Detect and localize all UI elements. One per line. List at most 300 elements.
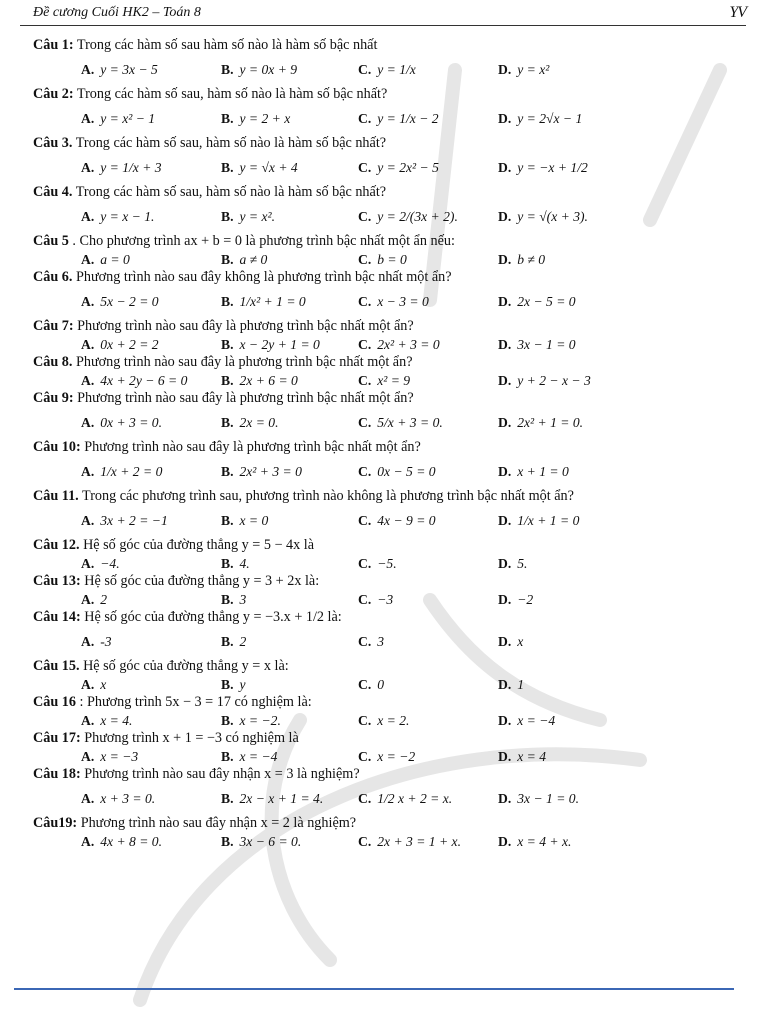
answer-options	[33, 104, 733, 134]
question-text	[33, 536, 733, 555]
option-expression: −4.	[100, 555, 120, 571]
question-19	[33, 814, 733, 850]
answer-option-d[interactable]	[498, 713, 555, 729]
header-divider	[20, 25, 746, 26]
option-letter: A.	[81, 791, 95, 806]
option-letter: C.	[358, 415, 372, 430]
answer-options	[33, 506, 733, 536]
answer-option-b[interactable]	[221, 713, 281, 729]
option-expression: 3x − 1 = 0.	[517, 791, 579, 806]
option-letter: C.	[358, 464, 372, 479]
option-letter: B.	[221, 555, 234, 571]
option-expression: 2x − x + 1 = 4.	[239, 791, 324, 806]
question-prompt: Hệ số góc của đường thẳng y = 3 + 2x là:	[84, 573, 320, 589]
question-prompt: Trong các phương trình sau, phương trình nào không là phương trình bậc nhất một ẩn?	[82, 488, 574, 504]
answer-option-d[interactable]	[498, 415, 583, 431]
question-6	[33, 268, 733, 317]
answer-options	[33, 336, 733, 353]
question-prompt: Hệ số góc của đường thẳng y = 5 − 4x là	[83, 537, 315, 553]
answer-option-a[interactable]	[81, 556, 120, 572]
question-text	[33, 232, 733, 251]
option-letter: A.	[81, 634, 95, 649]
answer-option-c[interactable]	[358, 749, 415, 765]
option-expression: 2x + 6 = 0	[239, 372, 298, 388]
option-expression: 2x = 0.	[239, 415, 279, 430]
answer-options	[33, 457, 733, 487]
option-letter: D.	[498, 712, 512, 728]
question-text	[33, 317, 733, 336]
option-expression: 5.	[517, 555, 528, 571]
option-expression: 3	[239, 591, 247, 607]
answer-option-a[interactable]	[81, 834, 162, 850]
answer-option-c[interactable]	[358, 337, 440, 353]
answer-option-c[interactable]	[358, 209, 458, 225]
option-letter: D.	[498, 111, 512, 126]
answer-option-c[interactable]	[358, 62, 416, 78]
option-letter: D.	[498, 160, 512, 175]
option-expression: 4x − 9 = 0	[377, 513, 436, 528]
option-expression: y = 0x + 9	[239, 62, 298, 77]
question-18	[33, 765, 733, 814]
question-prompt: Hệ số góc của đường thẳng y = x là:	[83, 658, 289, 674]
option-letter: D.	[498, 294, 512, 309]
answer-option-b[interactable]	[221, 62, 297, 78]
answer-option-b[interactable]	[221, 834, 301, 850]
answer-options	[33, 287, 733, 317]
answer-option-d[interactable]	[498, 749, 546, 765]
question-prompt: Trong các hàm số sau, hàm số nào là hàm số bậc nhất?	[75, 135, 387, 151]
answer-option-a[interactable]	[81, 791, 155, 807]
option-letter: D.	[498, 464, 512, 479]
option-letter: C.	[358, 591, 372, 607]
option-expression: a = 0	[100, 251, 130, 267]
answer-option-b[interactable]	[221, 209, 275, 225]
option-expression: 1/x + 2 = 0	[100, 464, 163, 479]
question-label: Câu 14:	[33, 609, 81, 625]
option-letter: C.	[358, 336, 372, 352]
option-expression: 2x + 3 = 1 + x.	[377, 833, 461, 849]
question-label: Câu 4.	[33, 184, 73, 200]
option-expression: 5/x + 3 = 0.	[377, 415, 443, 430]
option-expression: 2	[100, 591, 108, 607]
option-expression: y = x − 1.	[100, 209, 155, 224]
option-letter: A.	[81, 591, 95, 607]
answer-option-d[interactable]	[498, 464, 569, 480]
question-prompt: Phương trình x + 1 = −3 có nghiệm là	[84, 730, 299, 746]
answer-option-d[interactable]	[498, 556, 527, 572]
answer-option-a[interactable]	[81, 252, 130, 268]
option-expression: 2x² + 3 = 0	[377, 336, 440, 352]
option-letter: C.	[358, 111, 372, 126]
option-letter: D.	[498, 555, 512, 571]
option-expression: y = 2 + x	[239, 111, 291, 126]
option-letter: C.	[358, 791, 372, 806]
question-label: Câu 8.	[33, 354, 73, 370]
question-prompt: Trong các hàm số sau, hàm số nào là hàm số bậc nhất?	[76, 86, 388, 102]
question-prompt: Trong các hàm số sau hàm số nào là hàm số bậc nhất	[76, 37, 378, 53]
question-text	[33, 487, 733, 506]
option-letter: C.	[358, 294, 372, 309]
option-letter: A.	[81, 372, 95, 388]
option-letter: B.	[221, 513, 234, 528]
question-4	[33, 183, 733, 232]
option-letter: D.	[498, 372, 512, 388]
answer-option-b[interactable]	[221, 464, 302, 480]
answer-option-d[interactable]	[498, 209, 588, 225]
option-letter: D.	[498, 62, 512, 77]
option-letter: B.	[221, 634, 234, 649]
question-label: Câu 7:	[33, 318, 74, 334]
answer-option-d[interactable]	[498, 634, 523, 650]
option-expression: x = 4.	[100, 712, 133, 728]
question-text	[33, 389, 733, 408]
answer-option-c[interactable]	[358, 713, 409, 729]
question-text	[33, 36, 733, 55]
option-expression: x = −2	[377, 748, 416, 764]
option-expression: x = 4	[517, 748, 547, 764]
answer-options	[33, 153, 733, 183]
answer-option-b[interactable]	[221, 294, 306, 310]
question-prompt: Hệ số góc của đường thẳng y = −3.x + 1/2 là:	[84, 609, 342, 625]
option-expression: 3x − 1 = 0	[517, 336, 576, 352]
answer-option-a[interactable]	[81, 415, 162, 431]
question-label: Câu 12.	[33, 537, 80, 553]
question-prompt: : Phương trình 5x − 3 = 17 có nghiệm là:	[79, 694, 312, 710]
option-expression: 1/2 x + 2 = x.	[377, 791, 453, 806]
question-label: Câu 9:	[33, 390, 74, 406]
option-expression: y + 2 − x − 3	[517, 372, 591, 388]
option-expression: −5.	[377, 555, 397, 571]
answer-option-a[interactable]	[81, 209, 154, 225]
option-letter: C.	[358, 748, 372, 764]
answer-option-a[interactable]	[81, 62, 158, 78]
question-label: Câu 17:	[33, 730, 81, 746]
answer-option-c[interactable]	[358, 634, 384, 650]
question-text	[33, 438, 733, 457]
answer-option-b[interactable]	[221, 160, 298, 176]
answer-option-c[interactable]	[358, 513, 436, 529]
answer-option-a[interactable]	[81, 464, 162, 480]
option-letter: A.	[81, 513, 95, 528]
question-label: Câu 1:	[33, 37, 74, 53]
option-letter: B.	[221, 676, 234, 692]
option-letter: A.	[81, 160, 95, 175]
option-letter: C.	[358, 712, 372, 728]
option-letter: C.	[358, 634, 372, 649]
answer-option-c[interactable]	[358, 791, 452, 807]
option-letter: A.	[81, 415, 95, 430]
question-3	[33, 134, 733, 183]
option-letter: B.	[221, 415, 234, 430]
answer-option-b[interactable]	[221, 513, 268, 529]
option-expression: y = √x + 4	[239, 160, 298, 175]
answer-option-c[interactable]	[358, 464, 436, 480]
question-label: Câu 5	[33, 233, 69, 249]
answer-option-a[interactable]	[81, 677, 106, 693]
option-letter: D.	[498, 415, 512, 430]
option-expression: 1	[517, 676, 525, 692]
answer-option-b[interactable]	[221, 252, 267, 268]
question-15	[33, 657, 733, 693]
answer-option-c[interactable]	[358, 111, 439, 127]
option-expression: x	[517, 634, 524, 649]
question-7	[33, 317, 733, 353]
question-prompt: Phương trình nào sau đây nhận x = 3 là nghiệm?	[84, 766, 360, 782]
question-text	[33, 572, 733, 591]
option-expression: 1/x + 1 = 0	[517, 513, 580, 528]
question-label: Câu 3.	[33, 135, 73, 151]
option-expression: 0x + 3 = 0.	[100, 415, 162, 430]
option-expression: x = −2.	[239, 712, 281, 728]
question-1	[33, 36, 733, 85]
option-letter: A.	[81, 336, 95, 352]
answer-option-b[interactable]	[221, 415, 278, 431]
option-expression: y = 3x − 5	[100, 62, 158, 77]
option-letter: A.	[81, 464, 95, 479]
answer-option-b[interactable]	[221, 556, 250, 572]
option-letter: A.	[81, 111, 95, 126]
option-expression: 4x + 2y − 6 = 0	[100, 372, 188, 388]
answer-options	[33, 408, 733, 438]
question-text	[33, 765, 733, 784]
option-expression: y = 2√x − 1	[517, 111, 583, 126]
question-5	[33, 232, 733, 268]
option-letter: B.	[221, 833, 234, 849]
answer-options	[33, 676, 733, 693]
answer-option-b[interactable]	[221, 677, 246, 693]
option-expression: y = 2/(3x + 2).	[377, 209, 458, 224]
option-letter: B.	[221, 294, 234, 309]
answer-option-d[interactable]	[498, 294, 576, 310]
answer-option-d[interactable]	[498, 834, 571, 850]
answer-option-a[interactable]	[81, 160, 162, 176]
option-letter: D.	[498, 748, 512, 764]
question-10	[33, 438, 733, 487]
option-expression: y = 1/x − 2	[377, 111, 439, 126]
answer-option-b[interactable]	[221, 111, 290, 127]
question-prompt: Trong các hàm số sau, hàm số nào là hàm số bậc nhất?	[75, 184, 387, 200]
answer-option-c[interactable]	[358, 834, 461, 850]
option-expression: b ≠ 0	[517, 251, 546, 267]
answer-options	[33, 555, 733, 572]
option-letter: A.	[81, 62, 95, 77]
answer-options	[33, 202, 733, 232]
answer-option-d[interactable]	[498, 160, 588, 176]
option-letter: D.	[498, 336, 512, 352]
answer-option-d[interactable]	[498, 373, 591, 389]
answer-option-d[interactable]	[498, 111, 582, 127]
option-letter: A.	[81, 209, 95, 224]
question-prompt: . Cho phương trình ax + b = 0 là phương trình bậc nhất một ẩn nếu:	[72, 233, 455, 249]
question-label: Câu 10:	[33, 439, 81, 455]
question-prompt: Phương trình nào sau đây là phương trình bậc nhất một ẩn?	[75, 354, 413, 370]
answer-option-a[interactable]	[81, 111, 155, 127]
option-letter: C.	[358, 160, 372, 175]
option-letter: B.	[221, 209, 234, 224]
answer-options	[33, 627, 733, 657]
option-expression: x = 0	[239, 513, 269, 528]
question-17	[33, 729, 733, 765]
answer-option-b[interactable]	[221, 337, 320, 353]
question-text	[33, 693, 733, 712]
option-expression: x = −4	[517, 712, 556, 728]
option-letter: B.	[221, 111, 234, 126]
answer-option-c[interactable]	[358, 160, 439, 176]
option-letter: B.	[221, 160, 234, 175]
answer-option-a[interactable]	[81, 713, 132, 729]
answer-option-c[interactable]	[358, 415, 443, 431]
question-11	[33, 487, 733, 536]
question-8	[33, 353, 733, 389]
option-letter: C.	[358, 513, 372, 528]
option-expression: y	[239, 676, 246, 692]
option-expression: y = 1/x + 3	[100, 160, 162, 175]
question-label: Câu 16	[33, 694, 76, 710]
option-expression: 1/x² + 1 = 0	[239, 294, 306, 309]
answer-option-c[interactable]	[358, 373, 410, 389]
question-label: Câu 2:	[33, 86, 74, 102]
answer-option-d[interactable]	[498, 677, 524, 693]
question-2	[33, 85, 733, 134]
option-expression: 0	[377, 676, 385, 692]
option-letter: B.	[221, 372, 234, 388]
option-expression: x = 2.	[377, 712, 410, 728]
footer-divider	[14, 988, 734, 990]
answer-option-d[interactable]	[498, 592, 533, 608]
option-expression: x = 4 + x.	[517, 833, 572, 849]
answer-option-a[interactable]	[81, 337, 159, 353]
option-expression: x = −3	[100, 748, 139, 764]
option-letter: D.	[498, 634, 512, 649]
option-letter: C.	[358, 209, 372, 224]
option-expression: −2	[517, 591, 534, 607]
question-13	[33, 572, 733, 608]
answer-option-a[interactable]	[81, 513, 168, 529]
option-expression: x = −4	[239, 748, 278, 764]
answer-options	[33, 833, 733, 850]
option-letter: A.	[81, 712, 95, 728]
answer-options	[33, 712, 733, 729]
option-expression: -3	[100, 634, 112, 649]
answer-option-d[interactable]	[498, 252, 545, 268]
answer-options	[33, 748, 733, 765]
answer-option-d[interactable]	[498, 62, 549, 78]
question-prompt: Phương trình nào sau đây là phương trình bậc nhất một ẩn?	[77, 318, 414, 334]
page-header	[20, 3, 746, 25]
question-prompt: Phương trình nào sau đây nhận x = 2 là nghiệm?	[80, 815, 357, 831]
answer-option-c[interactable]	[358, 677, 384, 693]
answer-option-a[interactable]	[81, 592, 107, 608]
question-label: Câu 18:	[33, 766, 81, 782]
option-expression: −3	[377, 591, 394, 607]
question-label: Câu 13:	[33, 573, 81, 589]
option-letter: B.	[221, 591, 234, 607]
option-expression: 0x + 2 = 2	[100, 336, 159, 352]
option-expression: x	[100, 676, 107, 692]
question-text	[33, 268, 733, 287]
option-expression: x − 2y + 1 = 0	[239, 336, 320, 352]
answer-option-b[interactable]	[221, 373, 298, 389]
question-text	[33, 183, 733, 202]
option-expression: 3	[377, 634, 385, 649]
question-label: Câu 6.	[33, 269, 73, 285]
option-expression: 5x − 2 = 0	[100, 294, 159, 309]
option-letter: B.	[221, 336, 234, 352]
option-letter: A.	[81, 676, 95, 692]
question-list	[33, 36, 733, 850]
question-16	[33, 693, 733, 729]
option-letter: B.	[221, 464, 234, 479]
option-letter: A.	[81, 555, 95, 571]
option-letter: D.	[498, 833, 512, 849]
question-14	[33, 608, 733, 657]
option-expression: 2x² + 3 = 0	[239, 464, 302, 479]
answer-option-a[interactable]	[81, 749, 138, 765]
question-label: Câu 11.	[33, 488, 79, 504]
option-expression: y = −x + 1/2	[517, 160, 588, 175]
answer-option-a[interactable]	[81, 373, 187, 389]
option-expression: 2	[239, 634, 247, 649]
option-letter: B.	[221, 62, 234, 77]
question-text	[33, 85, 733, 104]
answer-option-a[interactable]	[81, 634, 112, 650]
option-letter: D.	[498, 676, 512, 692]
question-prompt: Phương trình nào sau đây là phương trình bậc nhất một ẩn?	[77, 390, 414, 406]
answer-option-d[interactable]	[498, 513, 579, 529]
option-expression: 4x + 8 = 0.	[100, 833, 162, 849]
question-text	[33, 729, 733, 748]
answer-option-c[interactable]	[358, 252, 407, 268]
question-12	[33, 536, 733, 572]
question-text	[33, 608, 733, 627]
option-letter: C.	[358, 676, 372, 692]
answer-option-b[interactable]	[221, 592, 246, 608]
answer-option-b[interactable]	[221, 634, 246, 650]
answer-option-b[interactable]	[221, 749, 277, 765]
option-letter: A.	[81, 748, 95, 764]
option-letter: D.	[498, 513, 512, 528]
answer-option-b[interactable]	[221, 791, 323, 807]
option-expression: x + 3 = 0.	[100, 791, 156, 806]
option-expression: 2x² + 1 = 0.	[517, 415, 584, 430]
answer-option-a[interactable]	[81, 294, 159, 310]
option-expression: 2x − 5 = 0	[517, 294, 576, 309]
answer-options	[33, 372, 733, 389]
option-letter: D.	[498, 209, 512, 224]
option-letter: A.	[81, 294, 95, 309]
answer-option-d[interactable]	[498, 791, 579, 807]
option-expression: x² = 9	[377, 372, 411, 388]
answer-options	[33, 251, 733, 268]
answer-options	[33, 784, 733, 814]
answer-option-c[interactable]	[358, 556, 397, 572]
header-logo: YV	[729, 4, 746, 21]
option-expression: y = 1/x	[377, 62, 416, 77]
option-letter: C.	[358, 251, 372, 267]
question-text	[33, 814, 733, 833]
answer-option-d[interactable]	[498, 337, 576, 353]
option-expression: y = x².	[239, 209, 275, 224]
question-text	[33, 134, 733, 153]
option-expression: 0x − 5 = 0	[377, 464, 436, 479]
answer-option-c[interactable]	[358, 294, 429, 310]
option-letter: D.	[498, 591, 512, 607]
option-expression: y = x² − 1	[100, 111, 156, 126]
question-prompt: Phương trình nào sau đây không là phương trình bậc nhất một ẩn?	[75, 269, 452, 285]
question-label: Câu 15.	[33, 658, 80, 674]
answer-option-c[interactable]	[358, 592, 393, 608]
option-letter: B.	[221, 748, 234, 764]
